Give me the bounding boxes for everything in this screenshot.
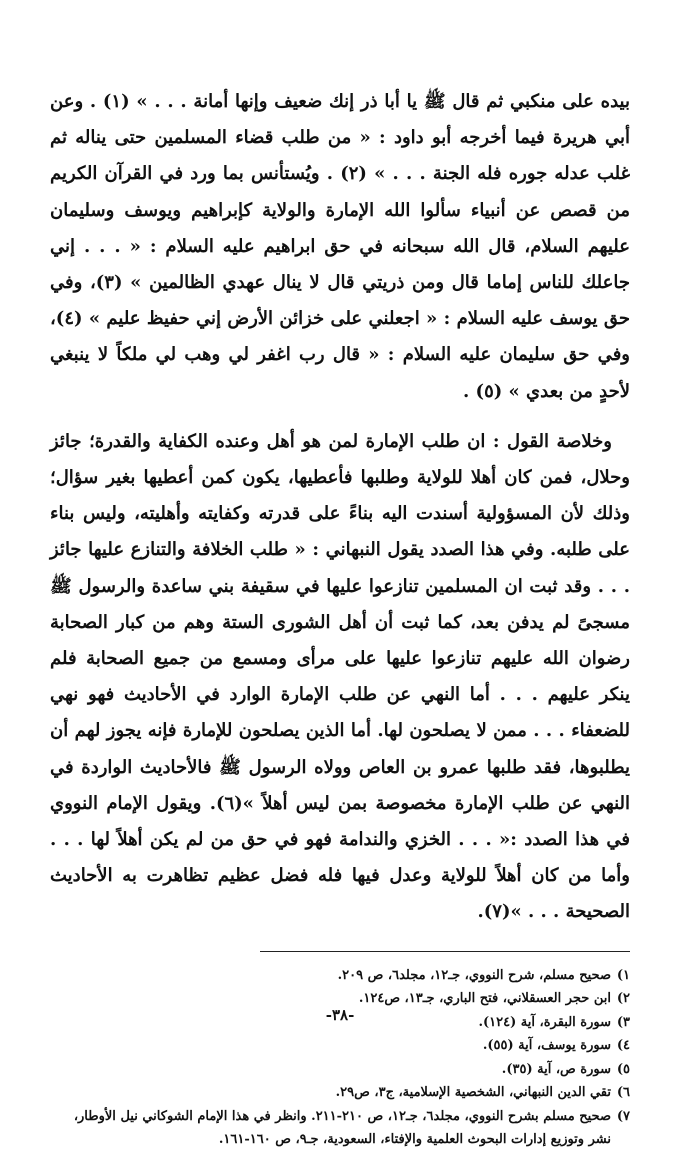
body-paragraph-2: وخلاصة القول : ان طلب الإمارة لمن هو أهل وعنده الكفاية والقدرة؛ جائز وحلال، فمن كان أهلا للولاية وطلبها فأعطيها، يكون كمن أعطيها بغير سؤال؛ وذلك لأن المسؤولية أسندت اليه بناءً على قدرته وكفايته وأهليته، وليس بناء على طلبه. وفي هذا الصدد يقول النبهاني : « طلب الخلافة والتنازع عليها جائز . . . وقد ثبت ان المسلمين تنازعوا عليها في سقيفة بني ساعدة والرسول ﷺ مسجىً لم يدفن بعد، كما ثبت أن أهل الشورى الستة وهم من كبار الصحابة رضوان الله عليهم تنازعوا عليها على مرأى ومسمع من جميع الصحابة فلم ينكر عليهم . . . أما النهي عن طلب الإمارة الوارد في الأحاديث فهو نهي للضعفاء . . . ممن لا يصلحون لها. أما الذين يصلحون للإمارة فإنه يجوز لهم أن يطلبوها، فقد طلبها عمرو بن العاص وولاه الرسول ﷺ فالأحاديث الواردة في النهي عن طلب الإمارة مخصوصة بمن ليس أهلاً »(٦). ويقول الإمام النووي في هذا الصدد :« . . . الخزي والندامة فهو في حق من لم يكن أهلاً لها . . . وأما من كان أهلاً للولاية وعدل فيها فله فضل عظيم تظاهرت به الأحاديث الصحيحة . . . »(٧). (50, 430, 630, 923)
footnote-text: سورة يوسف، آية (٥٥). (482, 1038, 611, 1054)
footnote-text: صحيح مسلم، شرح النووي، جـ١٢، مجلد٦، ص ٢٠٩. (337, 967, 611, 983)
page-number: -٣٨- (325, 1006, 355, 1024)
footnote-7 (50, 1105, 630, 1152)
footnotes (50, 964, 630, 1152)
body-paragraph-1: بيده على منكبي ثم قال ﷺ يا أبا ذر إنك ضعيف وإنها أمانة . . . » (١) . وعن أبي هريرة فيما أخرجه أبو داود : « من طلب قضاء المسلمين حتى يناله ثم غلب عدله جوره فله الجنة . . . » (٢) . ويُستأنس بما ورد في القرآن الكريم من قصص عن أنبياء سألوا الله الإمارة والولاية كإبراهيم ويوسف وسليمان عليهم السلام، قال الله سبحانه في حق ابراهيم عليه السلام : « . . . إني جاعلك للناس إماما قال ومن ذريتي قال لا ينال عهدي الظالمين » (٣)، وفي حق يوسف عليه السلام : « اجعلني على خزائن الأرض إني حفيظ عليم » (٤)، وفي حق سليمان عليه السلام : « قال رب اغفر لي وهب لي ملكاً لا ينبغي لأحدٍ من بعدي » (٥) . (50, 91, 630, 402)
footnote-number: ٣) (616, 1014, 630, 1030)
footnote-6 (50, 1081, 630, 1105)
footnote-4 (50, 1034, 630, 1058)
main-text (50, 84, 630, 931)
footnote-number: ٥) (616, 1061, 630, 1077)
footnote-number: ٦) (616, 1085, 630, 1101)
footnote-number: ٤) (616, 1038, 630, 1054)
footnote-number: ٧) (616, 1108, 630, 1124)
footnote-1 (50, 964, 630, 988)
footnote-text: صحيح مسلم بشرح النووي، مجلد٦، جـ١٢، ص ٢١٠-٢١١. وانظر في هذا الإمام الشوكاني نيل الأوطار، نشر وتوزيع إدارات البحوث العلمية والإفتاء، السعودية، جـ٩، ص ١٦٠-١٦١. (73, 1108, 611, 1148)
footnote-text: تقي الدين النبهاني، الشخصية الإسلامية، ج٣، ص٢٩. (335, 1085, 611, 1101)
footnote-separator (260, 951, 630, 952)
footnote-text: سورة ص، آية (٣٥). (501, 1061, 611, 1077)
footnote-text: ابن حجر العسقلاني، فتح الباري، جـ١٣، ص١٢٤. (358, 991, 611, 1007)
footnote-number: ١) (616, 967, 630, 983)
footnote-text: سورة البقرة، آية (١٢٤). (478, 1014, 611, 1030)
footnote-number: ٢) (616, 991, 630, 1007)
